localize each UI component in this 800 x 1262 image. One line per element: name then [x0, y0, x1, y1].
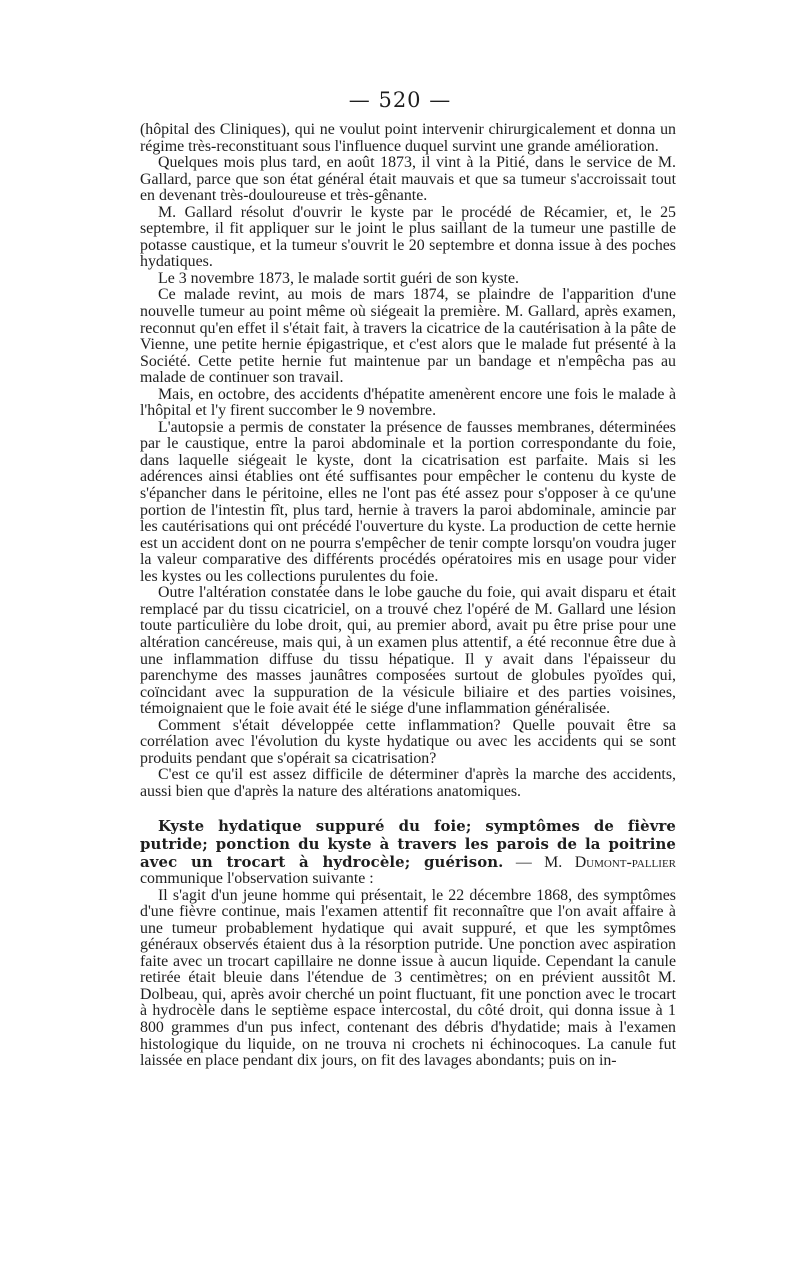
section-heading: Kyste hydatique suppuré du foie; symptômes de fièvre putride; ponction du kyste à travers les parois de la poitrine avec un trocart à hydrocèle; guérison.: [140, 817, 676, 871]
paragraph: Outre l'altération constatée dans le lobe gauche du foie, qui avait disparu et était remplacé par du tissu cicatriciel, on a trouvé chez l'opéré de M. Gallard une lésion toute particulière du lobe droit, qui, au premier abord, avait pu être prise pour une altération cancéreuse, mais qui, à un examen plus attentif, a été reconnue être due à une inflammation diffuse du tissu hépatique. Il y avait dans l'épaisseur du parenchyme des masses jaunâtres composées surtout de globules pyoïdes qui, coïncidant avec la suppuration de la vésicule biliaire et des parties voisines, témoignaient que le foie avait été le siége d'une inflammation généralisée.: [140, 584, 676, 718]
paragraph: C'est ce qu'il est assez difficile de déterminer d'après la marche des accidents, aussi bien que d'après la nature des altérations anatomiques.: [140, 766, 676, 800]
paragraph: (hôpital des Cliniques), qui ne voulut point intervenir chirurgicalement et donna un régime très-reconstituant sous l'influence duquel survint une grande amélioration.: [140, 121, 676, 155]
paragraph: Mais, en octobre, des accidents d'hépatite amenèrent encore une fois le malade à l'hôpital et l'y firent succomber le 9 novembre.: [140, 385, 676, 420]
heading-dash: — M.: [503, 853, 575, 871]
paragraph: Le 3 novembre 1873, le malade sortit guéri de son kyste.: [158, 269, 519, 287]
section-intro-text: communique l'observation suivante :: [140, 870, 374, 888]
paragraph: Il s'agit d'un jeune homme qui présentait, le 22 décembre 1868, des symptômes d'une fièvre continue, mais l'examen attentif fit reconnaître que l'on avait affaire à une tumeur probablement hydatique qui avait suppuré, et que les symptômes généraux observés étaient dus à la résorption putride. Une ponction avec aspiration faite avec un trocart capillaire ne donne issue à aucun liquide. Cependant la canule retirée était bleuie dans l'étendue de 3 centimètres; on en prévient aussitôt M. Dolbeau, qui, après avoir cherché un point fluctuant, fit une ponction avec le trocart à hydrocèle dans le septième espace intercostal, du côté droit, qui donna issue à 1 800 grammes d'un pus infect, contenant des débris d'hydatide; mais à l'examen histologique du liquide, on ne trouva ni crochets ni échinocoques. La canule fut laissée en place pendant dix jours, on fit des lavages abondants; puis on in-: [140, 886, 676, 1070]
author-name: Dumont-pallier: [574, 853, 676, 871]
paragraph: Comment s'était développée cette inflammation? Quelle pouvait être sa corrélation avec l'évolution du kyste hydatique ou avec les accidents qui se sont produits pendant que s'opérait sa cicatrisation?: [140, 716, 676, 767]
paragraph: Quelques mois plus tard, en août 1873, il vint à la Pitié, dans le service de M. Gallard, parce que son état général était mauvais et que sa tumeur s'accroissait tout en devenant très-douloureuse et très-gênante.: [140, 154, 676, 205]
paragraph: M. Gallard résolut d'ouvrir le kyste par le procédé de Récamier, et, le 25 septembre, il fit appliquer sur le joint le plus saillant de la tumeur une pastille de potasse caustique, et la tumeur s'ouvrit le 20 septembre et donna issue à des poches hydatiques.: [140, 203, 676, 271]
body-text: [140, 122, 676, 1070]
paragraph: L'autopsie a permis de constater la présence de fausses membranes, déterminées par le caustique, entre la paroi abdominale et la portion correspondante du foie, dans laquelle siégeait le kyste, dont la cicatrisation est parfaite. Mais si les adérences ainsi établies ont été suffisantes pour empêcher le contenu du kyste de s'épancher dans le péritoine, elles ne l'ont pas été assez pour s'opposer à ce qu'une portion de l'intestin fît, plus tard, hernie à travers la paroi abdominale, amincie par les cautérisations qui ont précédé l'ouverture du kyste. La production de cette hernie est un accident dont on ne pourra s'empêcher de tenir compte lorsqu'on voudra juger la valeur comparative des différents procédés opératoires mis en usage pour vider les kystes ou les collections purulentes du foie.: [140, 418, 676, 585]
section-intro: [140, 818, 676, 887]
paragraph: Ce malade revint, au mois de mars 1874, se plaindre de l'apparition d'une nouvelle tumeur au point même où siégeait la première. M. Gallard, après examen, reconnut qu'en effet il s'était fait, à travers la cicatrice de la cautérisation à la pâte de Vienne, une petite hernie épigastrique, et c'est alors que le malade fut présenté à la Société. Cette petite hernie fut maintenue par un bandage et n'empêcha pas au malade de continuer son travail.: [140, 286, 676, 387]
page-number: — 520 —: [348, 88, 452, 112]
